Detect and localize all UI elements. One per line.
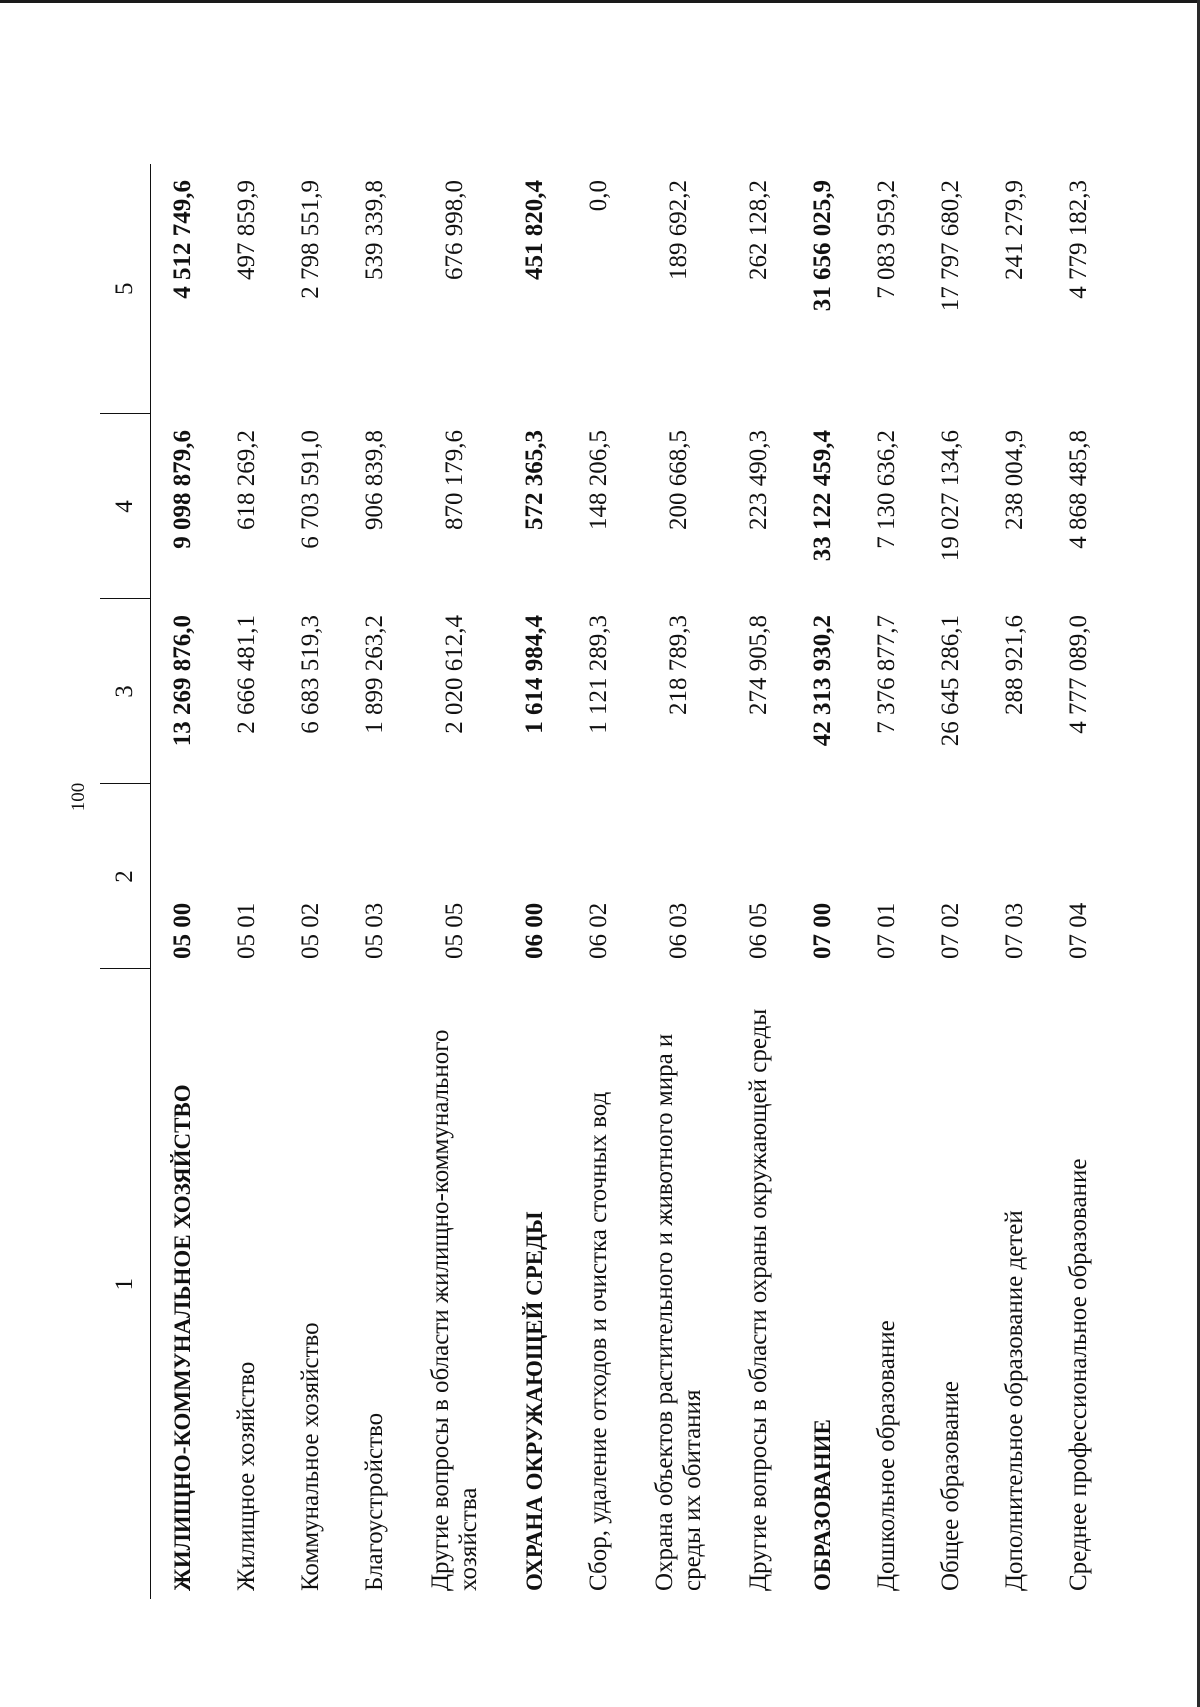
row-value-col3: 2 020 612,4 (441, 615, 468, 734)
table-row (631, 164, 727, 1599)
row-name: Благоустройство (361, 1412, 388, 1591)
row-value-col5: 676 998,0 (441, 180, 468, 280)
table-row (215, 164, 279, 1599)
row-name: ЖИЛИЩНО-КОММУНАЛЬНОЕ ХОЗЯЙСТВО (170, 1084, 195, 1591)
row-value-col4: 4 868 485,8 (1065, 430, 1092, 549)
row-value-col5: 2 798 551,9 (297, 180, 324, 299)
row-code: 06 00 (521, 902, 548, 959)
row-value-col4: 223 490,3 (745, 430, 772, 530)
page-number: 100 (68, 782, 89, 812)
row-code: 06 02 (585, 902, 612, 959)
row-name: Другие вопросы в области жилищно-коммунального хозяйства (427, 1029, 482, 1591)
row-value-col3: 288 921,6 (1001, 615, 1028, 715)
row-value-col5: 4 512 749,6 (169, 180, 196, 299)
col-header-5: 5 (100, 164, 151, 414)
col-header-3: 3 (100, 599, 151, 784)
row-code: 06 05 (745, 902, 772, 959)
table-row (567, 164, 631, 1599)
row-value-col4: 870 179,6 (441, 430, 468, 530)
row-code: 05 03 (361, 902, 388, 959)
row-value-col4: 200 668,5 (665, 430, 692, 530)
row-name: ОБРАЗОВАНИЕ (810, 1419, 835, 1591)
row-value-col4: 906 839,8 (361, 430, 388, 530)
row-value-col4: 9 098 879,6 (169, 430, 196, 549)
row-value-col5: 7 083 959,2 (873, 180, 900, 299)
row-code: 07 04 (1065, 902, 1092, 959)
row-value-col5: 31 656 025,9 (809, 180, 836, 312)
row-value-col3: 1 614 984,4 (521, 615, 548, 734)
row-value-col4: 6 703 591,0 (297, 430, 324, 549)
row-value-col3: 7 376 877,7 (873, 615, 900, 734)
row-value-col5: 539 339,8 (361, 180, 388, 280)
row-value-col5: 262 128,2 (745, 180, 772, 280)
row-name: Жилищное хозяйство (233, 1361, 260, 1591)
row-code: 07 01 (873, 902, 900, 959)
row-code: 05 00 (169, 902, 196, 959)
row-value-col4: 238 004,9 (1001, 430, 1028, 530)
row-value-col5: 4 779 182,3 (1065, 180, 1092, 299)
row-code: 07 03 (1001, 902, 1028, 959)
row-value-col3: 6 683 519,3 (297, 615, 324, 734)
table-row (791, 164, 855, 1599)
row-name: Дополнительное образование детей (1001, 1210, 1028, 1591)
row-name: Сбор, удаление отходов и очистка сточных вод (585, 1091, 612, 1591)
row-name: Общее образование (937, 1381, 964, 1591)
row-value-col5: 189 692,2 (665, 180, 692, 280)
row-value-col3: 1 899 263,2 (361, 615, 388, 734)
row-name: Коммунальное хозяйство (297, 1322, 324, 1591)
row-value-col4: 19 027 134,6 (937, 430, 964, 562)
table-row (983, 164, 1047, 1599)
row-value-col3: 26 645 286,1 (937, 615, 964, 747)
table-row (279, 164, 343, 1599)
col-header-1: 1 (100, 969, 151, 1599)
row-value-col3: 2 666 481,1 (233, 615, 260, 734)
header-row (100, 164, 151, 1599)
row-value-col5: 497 859,9 (233, 180, 260, 280)
row-value-col5: 0,0 (585, 180, 612, 212)
row-value-col3: 274 905,8 (745, 615, 772, 715)
table-row (1047, 164, 1111, 1599)
budget-table (100, 164, 1111, 1599)
row-code: 05 02 (297, 902, 324, 959)
row-name: Охрана объектов растительного и животного мира и среды их обитания (651, 1033, 706, 1591)
row-value-col4: 7 130 636,2 (873, 430, 900, 549)
table-row (855, 164, 919, 1599)
row-value-col4: 572 365,3 (521, 430, 548, 530)
table-row (919, 164, 983, 1599)
row-value-col5: 17 797 680,2 (937, 180, 964, 312)
col-header-2: 2 (100, 784, 151, 969)
col-header-4: 4 (100, 414, 151, 599)
table-row (407, 164, 503, 1599)
table-row (727, 164, 791, 1599)
row-value-col5: 241 279,9 (1001, 180, 1028, 280)
row-code: 05 05 (441, 902, 468, 959)
table-row (151, 164, 216, 1599)
table-body (151, 164, 1112, 1599)
row-value-col3: 1 121 289,3 (585, 615, 612, 734)
row-code: 07 00 (809, 902, 836, 959)
table-row (343, 164, 407, 1599)
row-code: 05 01 (233, 902, 260, 959)
table-row (503, 164, 567, 1599)
row-value-col3: 4 777 089,0 (1065, 615, 1092, 734)
row-value-col5: 451 820,4 (521, 180, 548, 280)
row-name: Дошкольное образование (873, 1320, 900, 1591)
row-name: Другие вопросы в области охраны окружающей среды (745, 1008, 772, 1591)
table-header (100, 164, 151, 1599)
row-code: 06 03 (665, 902, 692, 959)
row-code: 07 02 (937, 902, 964, 959)
row-value-col3: 218 789,3 (665, 615, 692, 715)
row-value-col4: 148 206,5 (585, 430, 612, 530)
row-name: Среднее профессиональное образование (1065, 1158, 1092, 1591)
row-value-col3: 42 313 930,2 (809, 615, 836, 747)
row-value-col3: 13 269 876,0 (169, 615, 196, 747)
row-value-col4: 618 269,2 (233, 430, 260, 530)
row-name: ОХРАНА ОКРУЖАЮЩЕЙ СРЕДЫ (522, 1211, 547, 1591)
row-value-col4: 33 122 459,4 (809, 430, 836, 562)
